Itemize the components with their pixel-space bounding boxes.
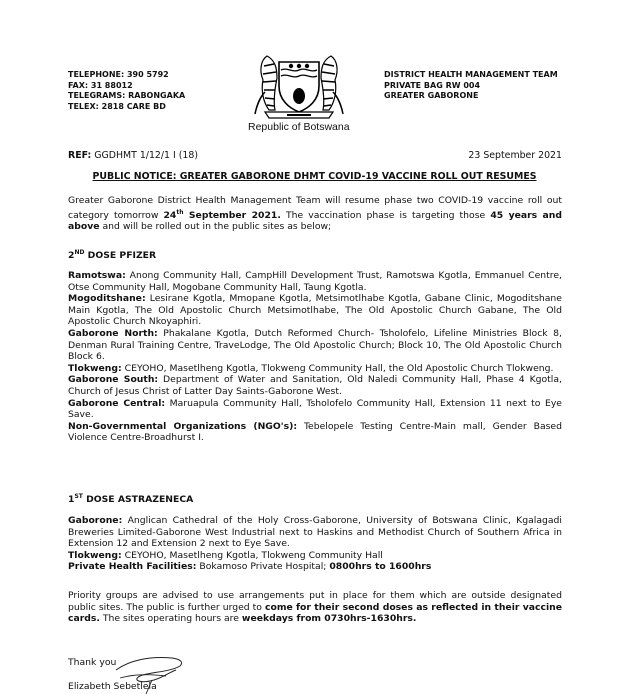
contact-telephone: TELEPHONE: 390 5792 bbox=[68, 70, 169, 79]
list-item bbox=[68, 550, 562, 562]
district-label: Tlokweng: bbox=[68, 362, 122, 374]
letter-date: 23 September 2021 bbox=[468, 150, 562, 161]
section-title: DOSE ASTRAZENECA bbox=[82, 494, 194, 505]
district-label: Mogoditshane: bbox=[68, 293, 146, 305]
district-label: Gaborone South: bbox=[68, 374, 159, 386]
district-label: Ramotswa: bbox=[68, 270, 126, 281]
intro-text: Greater Gaborone District Health Management Team will resume phase two COVID-19 vaccine roll out category tomorrow bbox=[68, 195, 562, 221]
operating-hours: 0800hrs to 1600hrs bbox=[329, 561, 432, 573]
coat-of-arms-icon bbox=[247, 48, 351, 120]
site-text: CEYOHO, Masetlheng Kgotla, Tlokweng Community Hall bbox=[121, 549, 383, 561]
section-suffix: ST bbox=[74, 493, 83, 500]
reference-value: GGDHMT 1/12/1 I (18) bbox=[94, 150, 198, 161]
list-item bbox=[68, 363, 562, 375]
site-text: Lesirane Kgotla, Mmopane Kgotla, Metsimotlhabe Kgotla, Gabane Clinic, Mogoditshane Main Kgotla, The Old Apostolic Church Metsimotlhabe, The Old Apostolic Church Gabane, The Old Apostolic Church Nkoyaphiri. bbox=[68, 293, 562, 328]
section-number: 2 bbox=[68, 250, 75, 261]
section-number: 1 bbox=[68, 494, 75, 505]
address-line: DISTRICT HEALTH MANAGEMENT TEAM bbox=[384, 70, 558, 79]
intro-text: and will be rolled out in the public sites as below; bbox=[99, 221, 332, 233]
notice-title: PUBLIC NOTICE: GREATER GABORONE DHMT COVID-19 VACCINE ROLL OUT RESUMES bbox=[92, 171, 537, 182]
closing-hours: weekdays from 0730hrs-1630hrs. bbox=[241, 613, 417, 625]
contact-telegrams: TELEGRAMS: RABONGAKA bbox=[68, 91, 186, 100]
contact-telex: TELEX: 2818 CARE BD bbox=[68, 101, 166, 111]
letterhead-contacts bbox=[68, 70, 185, 112]
pfizer-site-list bbox=[68, 270, 562, 444]
district-label: Non-Governmental Organizations (NGO's): bbox=[68, 420, 298, 432]
list-item bbox=[68, 270, 562, 293]
section-title: DOSE PFIZER bbox=[84, 250, 157, 261]
section-heading-astrazeneca bbox=[68, 493, 193, 505]
intro-age-group: 45 years and above bbox=[68, 209, 563, 233]
list-item bbox=[68, 374, 562, 397]
closing-paragraph bbox=[68, 590, 562, 625]
closing-emphasis: come for their second doses as reflected in their vaccine cards. bbox=[68, 601, 562, 625]
district-label: Private Health Facilities: bbox=[68, 561, 197, 573]
section-suffix: ND bbox=[74, 249, 85, 256]
intro-date-suffix: th bbox=[176, 208, 184, 216]
closing-text: The sites operating hours are bbox=[99, 613, 242, 625]
signatory-name: Elizabeth Sebetlela bbox=[68, 681, 157, 692]
contact-fax: FAX: 31 88012 bbox=[68, 80, 133, 90]
address-line: GREATER GABORONE bbox=[384, 91, 479, 100]
site-text: Maruapula Community Hall, Tsholofelo Community Hall, Extension 11 next to Eye Save. bbox=[68, 397, 562, 421]
section-heading-pfizer bbox=[68, 249, 156, 261]
intro-text: The vaccination phase is targeting those bbox=[280, 209, 491, 221]
closing-text: Priority groups are advised to use arrangements put in place for them which are outside designated public sites. The public is further urged to bbox=[68, 590, 562, 613]
republic-caption: Republic of Botswana bbox=[248, 121, 350, 133]
intro-date-day: 24 bbox=[163, 209, 177, 221]
district-label: Gaborone: bbox=[68, 515, 123, 526]
site-text: Bokamoso Private Hospital; bbox=[196, 561, 330, 573]
site-text: Anglican Cathedral of the Holy Cross-Gaborone, University of Botswana Clinic, Kgalagadi Breweries Limited-Gaborone West Industrial next to Haskins and Methodist Church of Southern Africa in Extension 12 and Extension 2 next to Eye Save. bbox=[68, 515, 562, 550]
site-text: CEYOHO, Masetlheng Kgotla, Tlokweng Community Hall, the Old Apostolic Church Tlokweng. bbox=[121, 362, 554, 374]
site-text: Tebelopele Testing Centre-Main mall, Gender Based Violence Centre-Broadhurst I. bbox=[68, 420, 562, 444]
reference-label: REF: bbox=[68, 150, 92, 161]
site-text: Department of Water and Sanitation, Old Naledi Community Hall, Phase 4 Kgotla, Church of Jesus Christ of Latter Day Saints-Gaborone West. bbox=[68, 374, 562, 397]
list-item bbox=[68, 398, 562, 421]
thanks-line: Thank you bbox=[68, 657, 117, 668]
district-label: Gaborone Central: bbox=[68, 397, 166, 409]
site-text: Phakalane Kgotla, Dutch Reformed Church- Tsholofelo, Lifeline Ministries Block 8, Denman Rural Training Centre, TraveLodge, The Old Apostolic Church; Block 10, The Old Apostolic Church Block 6. bbox=[68, 327, 563, 363]
list-item bbox=[68, 515, 562, 550]
district-label: Tlokweng: bbox=[68, 549, 122, 561]
reference bbox=[68, 150, 198, 161]
list-item bbox=[68, 293, 562, 328]
intro-paragraph bbox=[68, 195, 562, 233]
letterhead-address bbox=[384, 70, 558, 102]
list-item bbox=[68, 328, 562, 363]
intro-date bbox=[164, 210, 281, 221]
list-item bbox=[68, 561, 562, 573]
list-item bbox=[68, 421, 562, 444]
intro-date-rest: September 2021. bbox=[183, 209, 281, 221]
astrazeneca-site-list bbox=[68, 515, 562, 573]
address-line: PRIVATE BAG RW 004 bbox=[384, 80, 481, 90]
site-text: Anong Community Hall, CampHill Development Trust, Ramotswa Kgotla, Emmanuel Centre, Otse Community Hall, Mogobane Community Hall, Taung Kgotla. bbox=[68, 270, 562, 293]
district-label: Gaborone North: bbox=[68, 327, 158, 339]
